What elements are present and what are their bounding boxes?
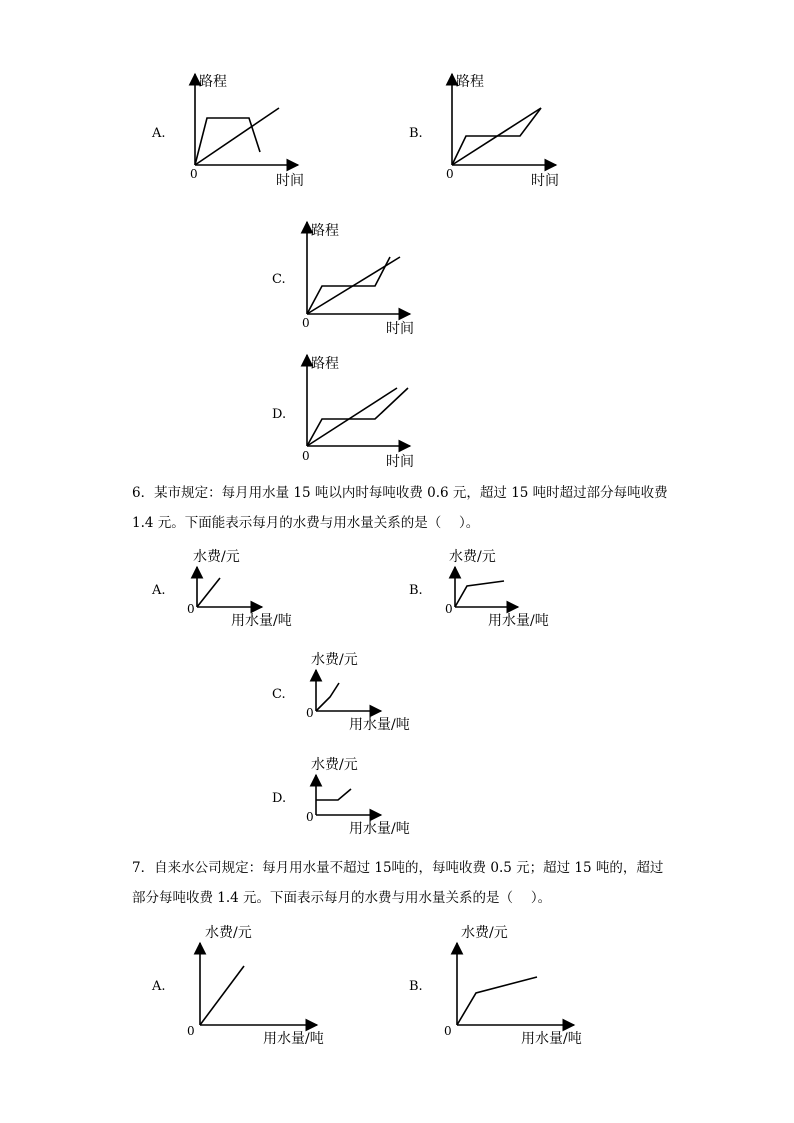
q6-d-x-label: 用水量/吨 [349,821,410,837]
q7-a-y-label: 水费/元 [205,925,252,941]
q6-a-y-label: 水费/元 [193,549,240,565]
q6-b-origin: 0 [445,602,453,616]
q6-b-y-label: 水费/元 [449,549,496,565]
q6-c-origin: 0 [306,706,314,720]
line-segmented [316,789,351,800]
q5-b-x-label: 时间 [531,173,559,189]
line-straight [200,966,244,1025]
q5-d-y-label: 路程 [311,356,339,372]
q6-graph-a [197,567,262,607]
q5-option-d-key[interactable]: D. [272,407,287,422]
q7-b-y-label: 水费/元 [461,925,508,941]
q6-a-origin: 0 [187,602,195,616]
q5-a-x-label: 时间 [276,173,304,189]
q5-option-b-key[interactable]: B. [409,126,423,141]
q7-graph-b [457,943,574,1025]
q5-c-x-label: 时间 [386,321,414,337]
line-straight [307,257,400,314]
q6-d-y-label: 水费/元 [311,757,358,773]
q6-option-a-key[interactable]: A. [152,583,166,598]
q6-d-origin: 0 [306,810,314,824]
q5-option-a-key[interactable]: A. [152,126,166,141]
line-straight [197,578,220,607]
q7-question-text: 7．自来水公司规定：每月用水量不超过 15吨的，每吨收费 0.5 元；超过 15 吨的，超过部分每吨收费 1.4 元。下面表示每月的水费与用水量关系的是（ ）。 [132,860,664,906]
q6-c-x-label: 用水量/吨 [349,717,410,733]
q6-graph-d [316,775,381,815]
line-segmented [452,108,541,165]
line-segmented [307,257,390,314]
q5-d-x-label: 时间 [386,454,414,470]
q6-b-x-label: 用水量/吨 [488,613,549,629]
q5-a-origin: 0 [190,167,198,181]
q6-c-y-label: 水费/元 [311,652,358,668]
line-trapezoid [195,118,260,165]
q7-b-origin: 0 [444,1024,452,1038]
line-straight [195,108,279,165]
q7-a-x-label: 用水量/吨 [263,1031,324,1047]
q6-option-d-key[interactable]: D. [272,791,287,806]
q6-option-b-key[interactable]: B. [409,583,423,598]
line-segmented [307,388,408,446]
q7-option-b-key[interactable]: B. [409,979,423,994]
q6-option-c-key[interactable]: C. [272,687,286,702]
q5-b-origin: 0 [446,167,454,181]
q7-option-a-key[interactable]: A. [152,979,166,994]
q6-graph-b [455,567,518,607]
q5-a-y-label: 路程 [199,74,227,90]
line-straight [307,388,397,446]
q5-c-y-label: 路程 [311,223,339,239]
line-straight [452,108,541,165]
q7-a-origin: 0 [187,1024,195,1038]
q7-graph-a [200,943,317,1025]
line-segmented [455,581,504,607]
q5-option-c-key[interactable]: C. [272,272,286,287]
q6-question-text: 6．某市规定：每月用水量 15 吨以内时每吨收费 0.6 元，超过 15 吨时超过部分每吨收费 1.4 元。下面能表示每月的水费与用水量关系的是（ ）。 [132,485,668,531]
q5-d-origin: 0 [302,449,310,463]
line-segmented [316,683,339,711]
q6-graph-c [316,670,381,711]
q7-b-x-label: 用水量/吨 [521,1031,582,1047]
q6-a-x-label: 用水量/吨 [231,613,292,629]
q5-b-y-label: 路程 [456,74,484,90]
line-segmented [457,977,537,1025]
q5-c-origin: 0 [302,316,310,330]
